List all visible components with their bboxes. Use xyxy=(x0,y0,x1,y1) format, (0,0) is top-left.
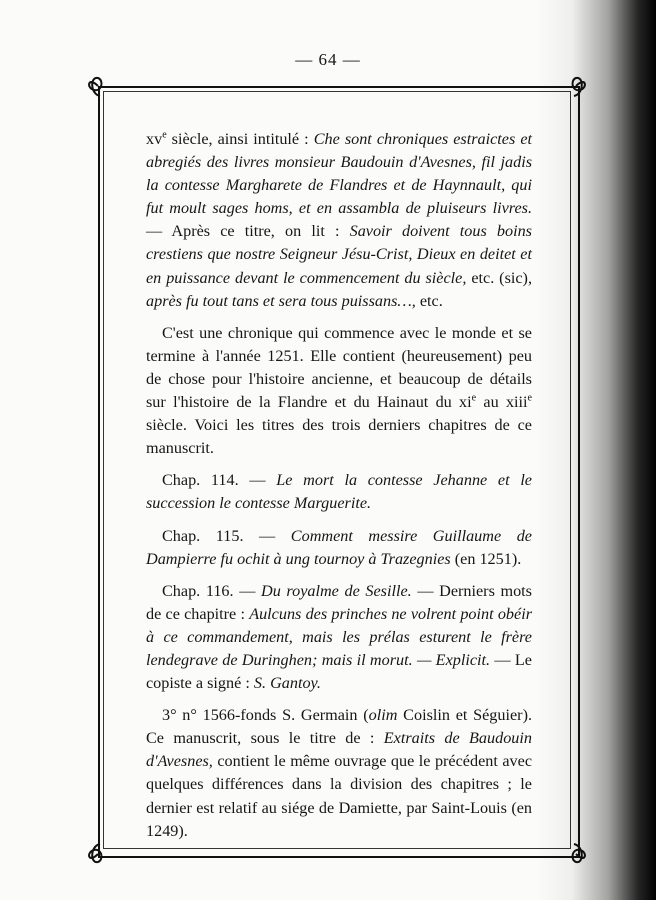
paragraph xyxy=(146,469,532,515)
italic-text: Extraits de Baudouin d'Avesnes, xyxy=(146,729,532,771)
text-run: — Le copiste a signé : xyxy=(146,650,532,693)
paragraph xyxy=(146,704,532,843)
superscript: e xyxy=(527,392,532,404)
italic-text: Comment messire Guillaume de Dampierre fu ochit à ung tournoy à Trazegnies xyxy=(146,526,532,568)
page-body-text xyxy=(146,128,532,852)
text-run: (en 1251). xyxy=(450,549,522,568)
text-run: etc. xyxy=(415,291,443,310)
text-run: contient le même ouvrage que le précédent avec quelques différences dans la division des chapitres ; le dernier est relatif au siége de Damiette, par Saint-Louis (en 1249). xyxy=(146,752,532,840)
text-run: xv xyxy=(146,130,163,148)
italic-text: Che sont chroniques estraictes et abregiés des livres monsieur Baudouin d'Avesnes, fil jadis la contesse Margharete de Flandres et de Haynnault, qui fut moult sages homs, et en assambla de pluiseurs livres. xyxy=(146,130,532,218)
text-run: 3° n° 1566-fonds S. Germain ( xyxy=(162,706,369,725)
corner-ornament-icon xyxy=(84,72,112,100)
superscript: e xyxy=(162,129,167,141)
text-run: Chap. 115. — xyxy=(162,526,291,545)
corner-ornament-icon xyxy=(84,840,112,868)
corner-ornament-icon xyxy=(562,840,590,868)
text-run: siècle, ainsi intitulé : xyxy=(166,130,314,148)
text-run: au xiii xyxy=(476,393,528,412)
text-run: C'est une chronique qui commence avec le monde et se termine à l'année 1251. Elle contient (heureusement) peu de chose pour l'histoire ancienne, et beaucoup de détails sur l'histoire de la Flandre et du Hainaut du xi xyxy=(146,323,532,412)
italic-text: après fu tout tans et sera tous puissans…, xyxy=(146,291,416,310)
corner-ornament-icon xyxy=(562,72,590,100)
paragraph xyxy=(146,128,532,313)
text-run: — Après ce titre, on lit : xyxy=(146,222,350,241)
italic-text: S. Gantoy. xyxy=(253,674,321,693)
page-number: — 64 — xyxy=(295,50,361,69)
italic-text: Savoir doivent tous boins crestiens que nostre Seigneur Jésu-Crist, Dieux en deitet et en puissance devant le commencement du siècle, xyxy=(146,222,532,287)
italic-text: olim xyxy=(368,706,398,725)
paragraph xyxy=(146,580,532,695)
text-run: Chap. 116. — xyxy=(162,581,262,600)
text-run: Chap. 114. — xyxy=(162,471,277,490)
text-run: etc. (sic), xyxy=(466,268,532,287)
text-run: — Derniers mots de ce chapitre : xyxy=(146,581,532,623)
text-run: Coislin et Séguier). Ce manuscrit, sous le titre de : xyxy=(146,706,533,748)
paragraph xyxy=(146,525,532,571)
superscript: e xyxy=(471,392,477,404)
paragraph xyxy=(146,322,532,461)
italic-text: Du royalme de Sesille. xyxy=(261,581,412,600)
italic-text: Le mort la contesse Jehanne et le succession le contesse Marguerite. xyxy=(146,471,532,513)
text-run: siècle. Voici les titres des trois derniers chapitres de ce manuscrit. xyxy=(146,416,532,458)
italic-text: Aulcuns des prinches ne volrent point obéir à ce commandement, mais les prélas esturent le frère lendegrave de Duringhen; mais il morut. — Explicit. xyxy=(146,604,532,669)
